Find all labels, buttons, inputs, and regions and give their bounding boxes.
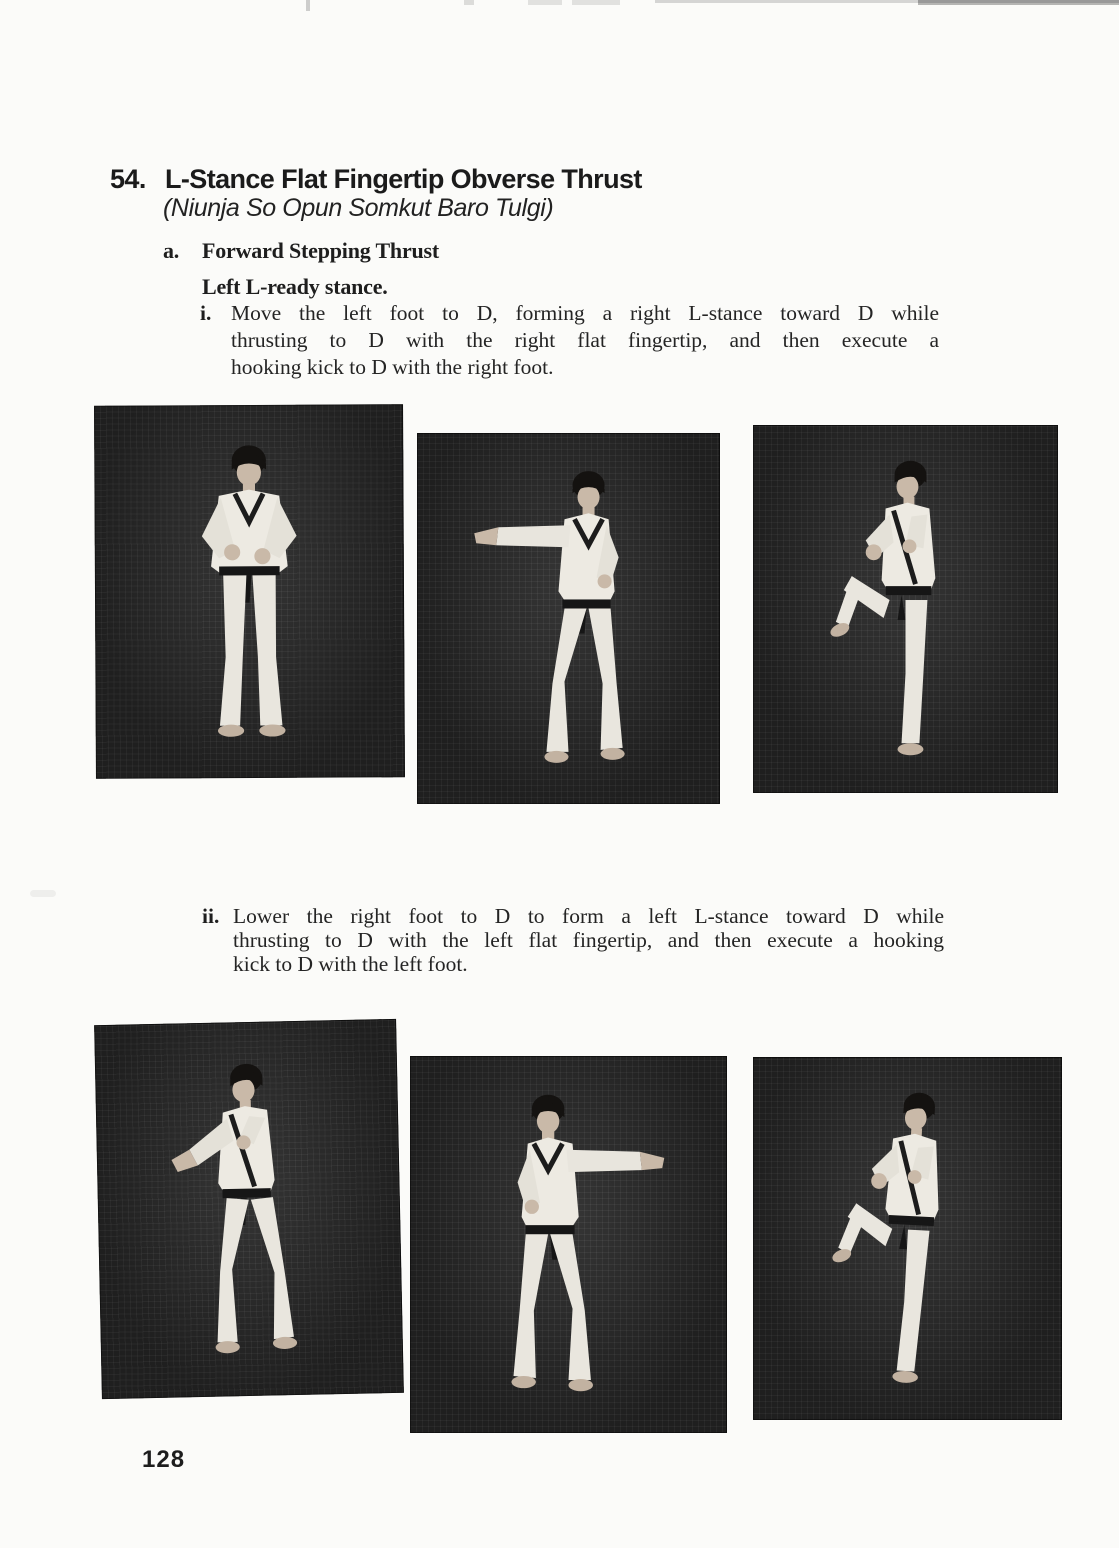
step-ii-line-2: thrusting to D with the left flat fingertip, and then execute a hooking bbox=[233, 928, 944, 952]
photo-right-fingertip-thrust bbox=[417, 433, 720, 804]
scan-artifact bbox=[306, 0, 310, 11]
page-number: 128 bbox=[142, 1446, 186, 1473]
photo-left-lstance-thrust bbox=[94, 1019, 404, 1399]
step-ii-label: ii. bbox=[202, 904, 220, 928]
step-ii-line-3: kick to D with the left foot. bbox=[233, 952, 468, 976]
figure-right-thrust bbox=[417, 433, 720, 804]
step-i-line-2: thrusting to D with the right flat fingertip, and then execute a bbox=[231, 328, 939, 352]
step-i-label: i. bbox=[200, 301, 212, 325]
photo-right-hooking-kick bbox=[753, 425, 1058, 793]
step-i-line-1: Move the left foot to D, forming a right L-stance toward D while bbox=[231, 301, 939, 325]
step-i-line-3: hooking kick to D with the right foot. bbox=[231, 355, 554, 379]
technique-number: 54. bbox=[110, 164, 146, 194]
scan-artifact bbox=[572, 0, 620, 5]
stance-line: Left L-ready stance. bbox=[202, 274, 388, 299]
section-label: a. bbox=[163, 238, 180, 263]
figure-left-thrust bbox=[410, 1056, 727, 1433]
photo-ready-stance bbox=[94, 404, 405, 779]
figure-left-lstance bbox=[94, 1019, 404, 1399]
scan-artifact bbox=[464, 0, 474, 5]
scan-artifact bbox=[918, 0, 1119, 5]
figure-ready-stance bbox=[94, 404, 405, 779]
photo-left-hooking-kick bbox=[753, 1057, 1062, 1420]
step-ii-text bbox=[233, 904, 944, 976]
scan-artifact bbox=[528, 0, 562, 5]
step-ii-line-1: Lower the right foot to D to form a left L-stance toward D while bbox=[233, 904, 944, 928]
technique-romanization: (Niunja So Opun Somkut Baro Tulgi) bbox=[163, 194, 554, 222]
photo-left-fingertip-thrust bbox=[410, 1056, 727, 1433]
section-title: Forward Stepping Thrust bbox=[202, 238, 440, 263]
figure-right-hook-kick bbox=[753, 425, 1058, 793]
scan-artifact bbox=[30, 890, 56, 897]
figure-left-hook-kick bbox=[753, 1057, 1062, 1420]
technique-title: L-Stance Flat Fingertip Obverse Thrust bbox=[165, 164, 642, 194]
step-i-text bbox=[231, 300, 939, 381]
